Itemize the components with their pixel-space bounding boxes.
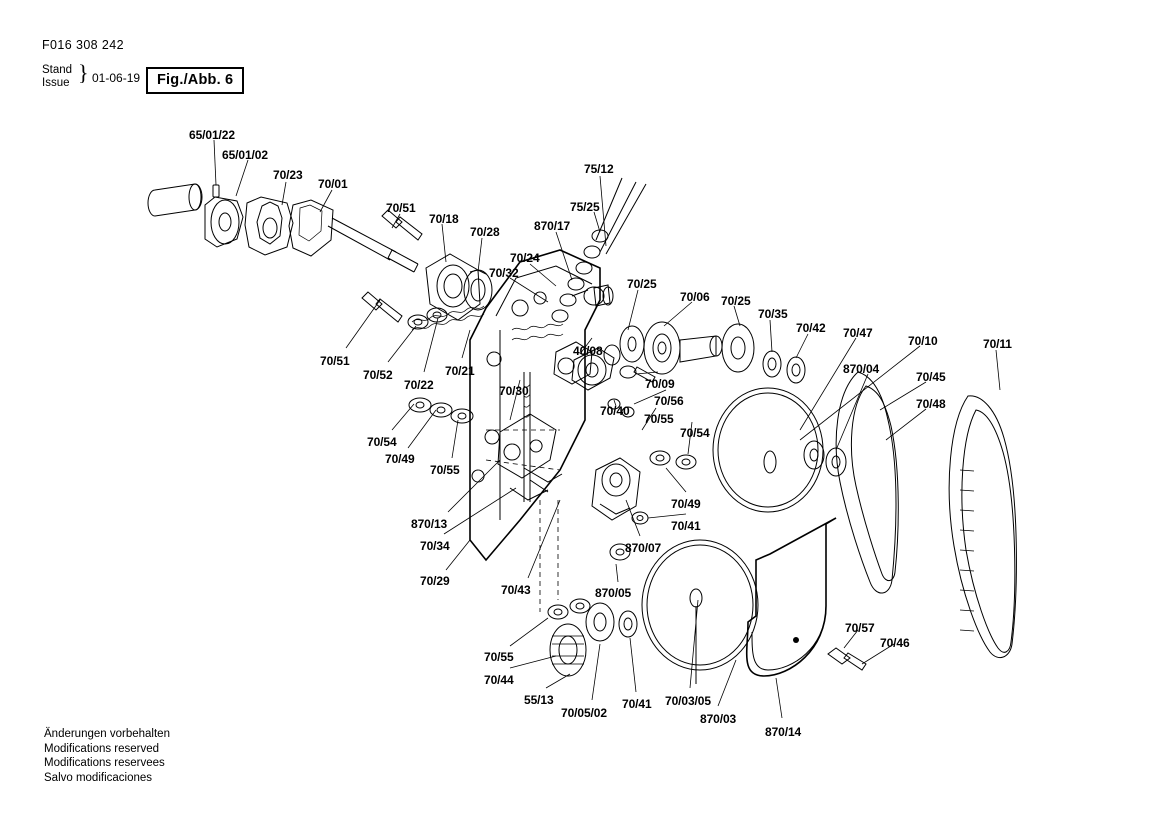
part-label-870-05: 870/05 [595,586,632,600]
stand-label: Stand [42,64,73,76]
part-label-70-42: 70/42 [796,321,826,335]
washer-stack-left [409,398,473,423]
document-number: F016 308 242 [42,38,124,52]
part-label-70-25-b: 70/25 [721,294,751,308]
part-label-70-48: 70/48 [916,397,946,411]
part-label-70-44: 70/44 [484,673,514,687]
stand-issue-labels [42,64,72,89]
issue-label: Issue [42,76,70,89]
footer-line-fr: Modifications reservees [44,757,165,769]
housing-plate [470,250,600,560]
part-label-70-05-02: 70/05/02 [561,706,607,720]
part-label-75-25: 75/25 [570,200,600,214]
part-label-870-13: 870/13 [411,517,448,531]
part-label-870-17: 870/17 [534,219,571,233]
part-label-65-01-02: 65/01/02 [222,148,268,162]
brace-glyph: } [78,60,89,85]
part-label-70-23: 70/23 [273,168,303,182]
part-label-70-32: 70/32 [489,266,519,280]
part-label-70-41-mid: 70/41 [671,519,701,533]
part-label-70-22: 70/22 [404,378,434,392]
part-label-70-40: 70/40 [600,404,630,418]
part-label-70-45: 70/45 [916,370,946,384]
part-label-55-13: 55/13 [524,693,554,707]
part-label-70-06: 70/06 [680,290,710,304]
part-label-70-28: 70/28 [470,225,500,239]
leader-lines [214,140,1000,718]
part-label-70-10: 70/10 [908,334,938,348]
part-label-70-51-low: 70/51 [320,354,350,368]
bottom-pulley-group [548,540,758,684]
part-label-70-30: 70/30 [499,384,529,398]
part-label-70-21: 70/21 [445,364,475,378]
figure-number-box: Fig./Abb. 6 [146,67,244,94]
footer-disclaimer [44,727,170,785]
part-label-70-41-bot: 70/41 [622,697,652,711]
part-label-70-49-mid: 70/49 [671,497,701,511]
part-label-870-14: 870/14 [765,725,802,739]
part-label-70-35: 70/35 [758,307,788,321]
part-label-70-34: 70/34 [420,539,450,553]
footer-line-de: Änderungen vorbehalten [44,728,170,740]
part-label-70-54-mid: 70/54 [680,426,710,440]
part-label-870-07: 870/07 [625,541,662,555]
drive-shaft-assembly [148,184,492,330]
belt-guard [747,518,866,676]
part-label-70-03-05: 70/03/05 [665,694,711,708]
part-label-70-43: 70/43 [501,583,531,597]
belts [836,372,1016,658]
part-label-70-47: 70/47 [843,326,873,340]
part-label-870-03: 870/03 [700,712,737,726]
part-label-70-56: 70/56 [654,394,684,408]
part-label-70-52: 70/52 [363,368,393,382]
part-label-870-04: 870/04 [843,362,880,376]
part-label-70-55-left: 70/55 [430,463,460,477]
footer-line-es: Salvo modificaciones [44,771,153,784]
part-label-70-09: 70/09 [645,377,675,391]
part-label-75-12: 75/12 [584,162,614,176]
footer-line-en: Modifications reserved [44,742,160,755]
part-label-70-49-left: 70/49 [385,452,415,466]
part-label-70-29: 70/29 [420,574,450,588]
part-label-70-51-top: 70/51 [386,201,416,215]
part-label-70-01: 70/01 [318,177,348,191]
part-label-70-57: 70/57 [845,621,875,635]
part-label-70-18: 70/18 [429,212,459,226]
issue-date: 01-06-19 [92,71,141,85]
part-label-70-24: 70/24 [510,251,540,265]
part-label-70-55-bot: 70/55 [484,650,514,664]
part-label-70-46: 70/46 [880,636,910,650]
part-label-40-08: 40/08 [573,344,603,358]
part-label-70-11: 70/11 [983,337,1012,351]
part-label-65-01-22: 65/01/22 [189,128,235,142]
part-label-70-55-mid: 70/55 [644,412,674,426]
part-label-70-25-a: 70/25 [627,277,657,291]
part-label-70-54-left: 70/54 [367,435,397,449]
